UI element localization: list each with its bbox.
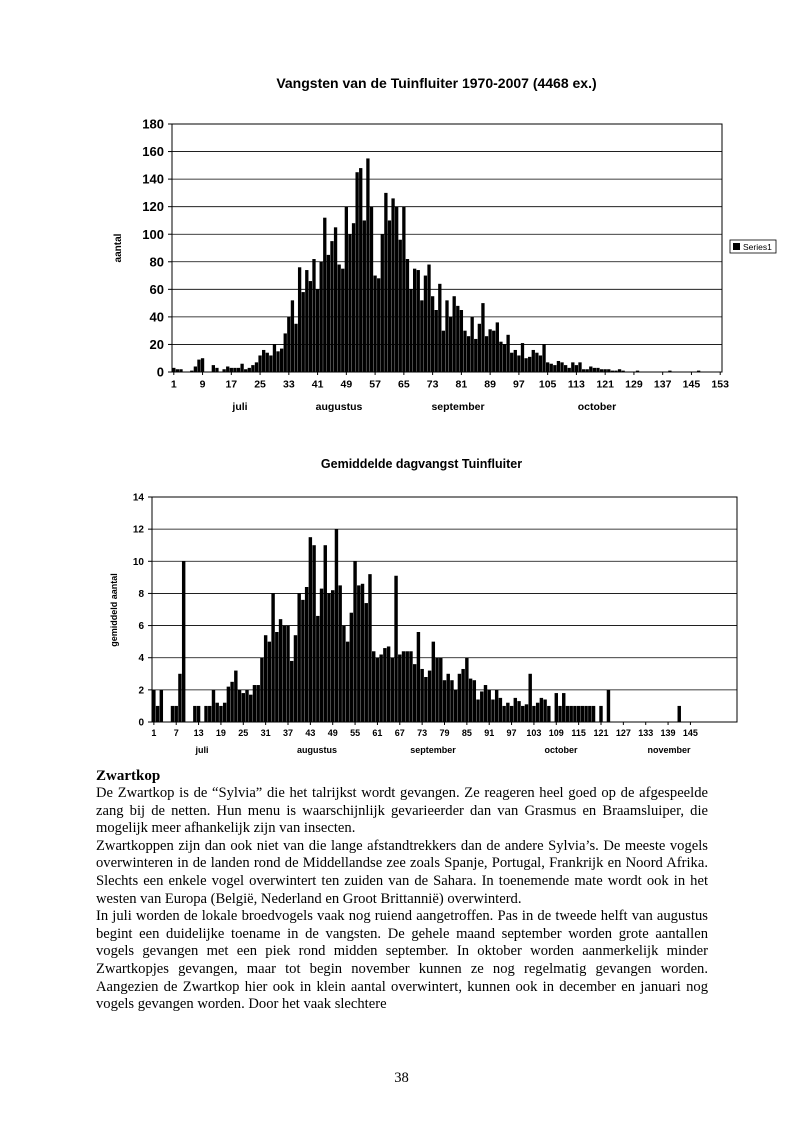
bar: [249, 695, 252, 722]
y-tick-label: 140: [142, 171, 164, 187]
y-tick-label: 60: [149, 281, 164, 297]
bar: [301, 600, 304, 722]
bar: [562, 693, 565, 722]
x-tick-label: 73: [417, 728, 428, 738]
bar: [566, 706, 569, 722]
x-tick-label: 9: [199, 378, 206, 391]
bar: [379, 655, 382, 723]
bar: [387, 646, 390, 722]
x-tick-label: 13: [193, 728, 204, 738]
x-tick-label: 115: [571, 728, 586, 738]
bar: [521, 706, 524, 722]
bar: [320, 589, 323, 722]
bar: [286, 626, 289, 722]
bar: [469, 679, 472, 722]
bar: [424, 677, 427, 722]
bar: [499, 698, 502, 722]
bar: [514, 698, 517, 722]
y-tick-label: 12: [132, 524, 144, 536]
month-label: juli: [195, 745, 209, 755]
x-tick-label: 33: [282, 378, 295, 391]
bar: [428, 671, 431, 722]
bar: [569, 706, 572, 722]
y-tick-label: 14: [132, 492, 144, 504]
bar: [473, 680, 476, 722]
y-tick-label: 20: [149, 336, 164, 352]
x-tick-label: 79: [439, 728, 450, 738]
y-tick-label: 6: [138, 621, 144, 633]
x-tick-label: 1: [170, 378, 177, 391]
bar: [271, 593, 274, 722]
y-axis-label: gemiddeld aantal: [109, 573, 119, 647]
x-tick-label: 41: [311, 378, 324, 391]
bar: [152, 690, 155, 722]
x-tick-label: 145: [682, 378, 701, 391]
bar: [581, 706, 584, 722]
bar: [484, 685, 487, 722]
x-tick-label: 49: [340, 378, 353, 391]
x-tick-label: 31: [260, 728, 271, 738]
y-tick-label: 8: [138, 588, 144, 600]
bar: [182, 561, 185, 722]
bar: [543, 700, 546, 723]
x-tick-label: 97: [506, 728, 517, 738]
bar: [331, 590, 334, 722]
bar: [402, 651, 405, 722]
x-tick-label: 25: [238, 728, 249, 738]
bar: [502, 706, 505, 722]
x-tick-label: 57: [369, 378, 381, 391]
bar: [417, 632, 420, 722]
bar: [178, 674, 181, 722]
bar: [361, 584, 364, 722]
bar: [346, 642, 349, 722]
bar: [160, 690, 163, 722]
y-tick-label: 100: [142, 226, 164, 242]
bar: [476, 700, 479, 723]
bar: [212, 690, 215, 722]
page-number: 38: [394, 1070, 409, 1086]
x-tick-label: 127: [615, 728, 631, 738]
bar: [193, 706, 196, 722]
bar: [465, 658, 468, 722]
x-tick-label: 113: [567, 378, 585, 391]
month-label: september: [410, 745, 456, 755]
y-tick-label: 180: [142, 116, 164, 132]
x-tick-label: 105: [538, 378, 557, 391]
bar: [447, 674, 450, 722]
bar: [391, 658, 394, 722]
bar: [290, 661, 293, 722]
y-tick-label: 160: [142, 144, 164, 160]
bar: [305, 587, 308, 722]
bar: [338, 585, 341, 722]
bar: [454, 690, 457, 722]
x-tick-label: 137: [653, 378, 672, 391]
bar: [558, 706, 561, 722]
bar: [607, 690, 610, 722]
paragraph: Zwartkoppen zijn dan ook niet van die lange afstandtrekkers dan de andere Sylvia’s. De meeste vogels overwinteren in de landen rond de Middellandse zee zoals Spanje, Portugal, Frankrijk en Noord Afrika. Slechts een enkele vogel overwintert ten zuiden van de Sahara. In toenemende mate wordt ook in het westen van Europa (België, Nederland en Groot Brittannië) overwinterd.: [96, 837, 708, 907]
bar: [461, 669, 464, 722]
bar: [368, 574, 371, 722]
bar: [175, 706, 178, 722]
bar: [480, 691, 483, 722]
x-tick-label: 129: [625, 378, 643, 391]
bar: [312, 545, 315, 722]
bar: [156, 706, 159, 722]
bar: [335, 529, 338, 722]
bar: [215, 703, 218, 722]
bar: [517, 701, 520, 722]
x-tick-label: 55: [350, 728, 361, 738]
x-tick-label: 121: [596, 378, 614, 391]
x-tick-label: 121: [593, 728, 609, 738]
bar: [383, 648, 386, 722]
bar: [264, 635, 267, 722]
bar: [406, 651, 409, 722]
bar: [394, 576, 397, 722]
bar: [599, 706, 602, 722]
bar: [294, 635, 297, 722]
bar: [376, 658, 379, 722]
x-tick-label: 103: [526, 728, 542, 738]
bar: [547, 706, 550, 722]
bar: [204, 706, 207, 722]
chart1-title: Vangsten van de Tuinfluiter 1970-2007 (4468 ex.): [276, 75, 597, 91]
bar: [536, 703, 539, 722]
bar: [409, 651, 412, 722]
x-tick-label: 25: [254, 378, 266, 391]
y-tick-label: 0: [156, 364, 164, 380]
bar: [227, 687, 230, 722]
bar: [327, 593, 330, 722]
x-tick-label: 73: [426, 378, 439, 391]
bar: [487, 690, 490, 722]
x-tick-label: 139: [660, 728, 676, 738]
x-tick-label: 7: [173, 728, 179, 738]
bar: [242, 693, 245, 722]
x-tick-label: 109: [548, 728, 564, 738]
document-body: [96, 767, 708, 1014]
bar: [275, 632, 278, 722]
bar: [268, 642, 271, 722]
bar: [372, 651, 375, 722]
bar: [525, 704, 528, 722]
paragraph: De Zwartkop is de “Sylvia” die het talrijkst wordt gevangen. Ze reageren heel goed op de afgespeelde zang bij de netten. Hun menu is waarschijnlijk gevarieerder dan van Grasmus en Braamsluiper, die mogelijk meer afhankelijk zijn van insecten.: [96, 785, 708, 837]
bar: [238, 690, 241, 722]
month-label: augustus: [296, 745, 338, 755]
bar: [443, 680, 446, 722]
bar: [532, 706, 535, 722]
bar: [450, 680, 453, 722]
x-tick-label: 61: [372, 728, 383, 738]
bar: [245, 690, 248, 722]
bar: [208, 706, 211, 722]
x-tick-label: 89: [484, 378, 496, 391]
bar: [398, 655, 401, 723]
bar: [309, 537, 312, 722]
bar: [353, 561, 356, 722]
bar: [439, 658, 442, 722]
x-tick-label: 145: [682, 728, 698, 738]
y-tick-label: 80: [149, 254, 164, 270]
bar: [230, 682, 233, 722]
bar: [413, 664, 416, 722]
bar: [223, 703, 226, 722]
y-axis-label: aantal: [113, 233, 124, 263]
y-tick-label: 10: [132, 556, 144, 568]
bar: [260, 658, 263, 722]
section-heading: Zwartkop: [96, 768, 161, 784]
paragraph: In juli worden de lokale broedvogels vaak nog ruiend aangetroffen. Pas in de tweede helft van augustus begint een duidelijke toename in de vangsten. De gehele maand september worden grote aantallen vogels gevangen met een piek rond midden september. In oktober worden aanmerkelijk minder Zwartkopjes gevangen, maar tot begin november kunnen ze nog regelmatig gevangen worden. Aangezien de Zwartkop hier ook in klein aantal overwintert, kunnen ook in december en januari nog vogels gevangen worden. Door het vaak slechtere: [96, 908, 708, 1013]
chart2-title: Gemiddelde dagvangst Tuinfluiter: [320, 457, 523, 471]
bar: [219, 706, 222, 722]
bar: [365, 603, 368, 722]
bar: [256, 685, 259, 722]
bar: [528, 674, 531, 722]
bar: [506, 703, 509, 722]
bar: [253, 685, 256, 722]
x-tick-label: 49: [327, 728, 338, 738]
bar: [458, 674, 461, 722]
month-label: october: [577, 401, 617, 413]
bar: [234, 671, 237, 722]
x-tick-label: 85: [461, 728, 472, 738]
x-tick-label: 17: [225, 378, 238, 391]
x-tick-label: 133: [638, 728, 654, 738]
month-label: augustus: [315, 401, 363, 413]
bar: [584, 706, 587, 722]
bar: [197, 706, 200, 722]
bar: [420, 669, 423, 722]
x-tick-label: 67: [394, 728, 405, 738]
x-tick-label: 1: [151, 728, 157, 738]
month-label: november: [647, 745, 691, 755]
y-tick-label: 2: [138, 685, 144, 697]
bar: [588, 706, 591, 722]
month-label: october: [544, 745, 578, 755]
bar: [283, 626, 286, 722]
x-tick-label: 19: [215, 728, 226, 738]
bar: [297, 593, 300, 722]
x-tick-label: 91: [484, 728, 495, 738]
month-label: juli: [232, 401, 248, 413]
x-tick-label: 37: [282, 728, 294, 738]
y-tick-label: 4: [138, 653, 144, 665]
bar: [342, 626, 345, 722]
y-tick-label: 0: [138, 717, 144, 729]
bar: [279, 619, 282, 722]
x-tick-label: 97: [513, 378, 525, 391]
y-tick-label: 120: [142, 199, 164, 215]
month-label: september: [431, 401, 485, 413]
bar: [357, 585, 360, 722]
bar: [495, 690, 498, 722]
bar: [432, 642, 435, 722]
x-tick-label: 65: [398, 378, 410, 391]
bar: [540, 698, 543, 722]
bar: [171, 706, 174, 722]
x-tick-label: 43: [305, 728, 316, 738]
bar: [573, 706, 576, 722]
bar: [324, 545, 327, 722]
bar: [577, 706, 580, 722]
bar: [555, 693, 558, 722]
bar: [350, 613, 353, 722]
bar: [491, 700, 494, 723]
y-tick-label: 40: [149, 309, 164, 325]
bar: [316, 616, 319, 722]
bar: [678, 706, 681, 722]
bar: [510, 706, 513, 722]
x-tick-label: 153: [711, 378, 729, 391]
legend-label: Series1: [743, 242, 772, 252]
x-tick-label: 81: [455, 378, 468, 391]
bar: [592, 706, 595, 722]
bar: [435, 658, 438, 722]
